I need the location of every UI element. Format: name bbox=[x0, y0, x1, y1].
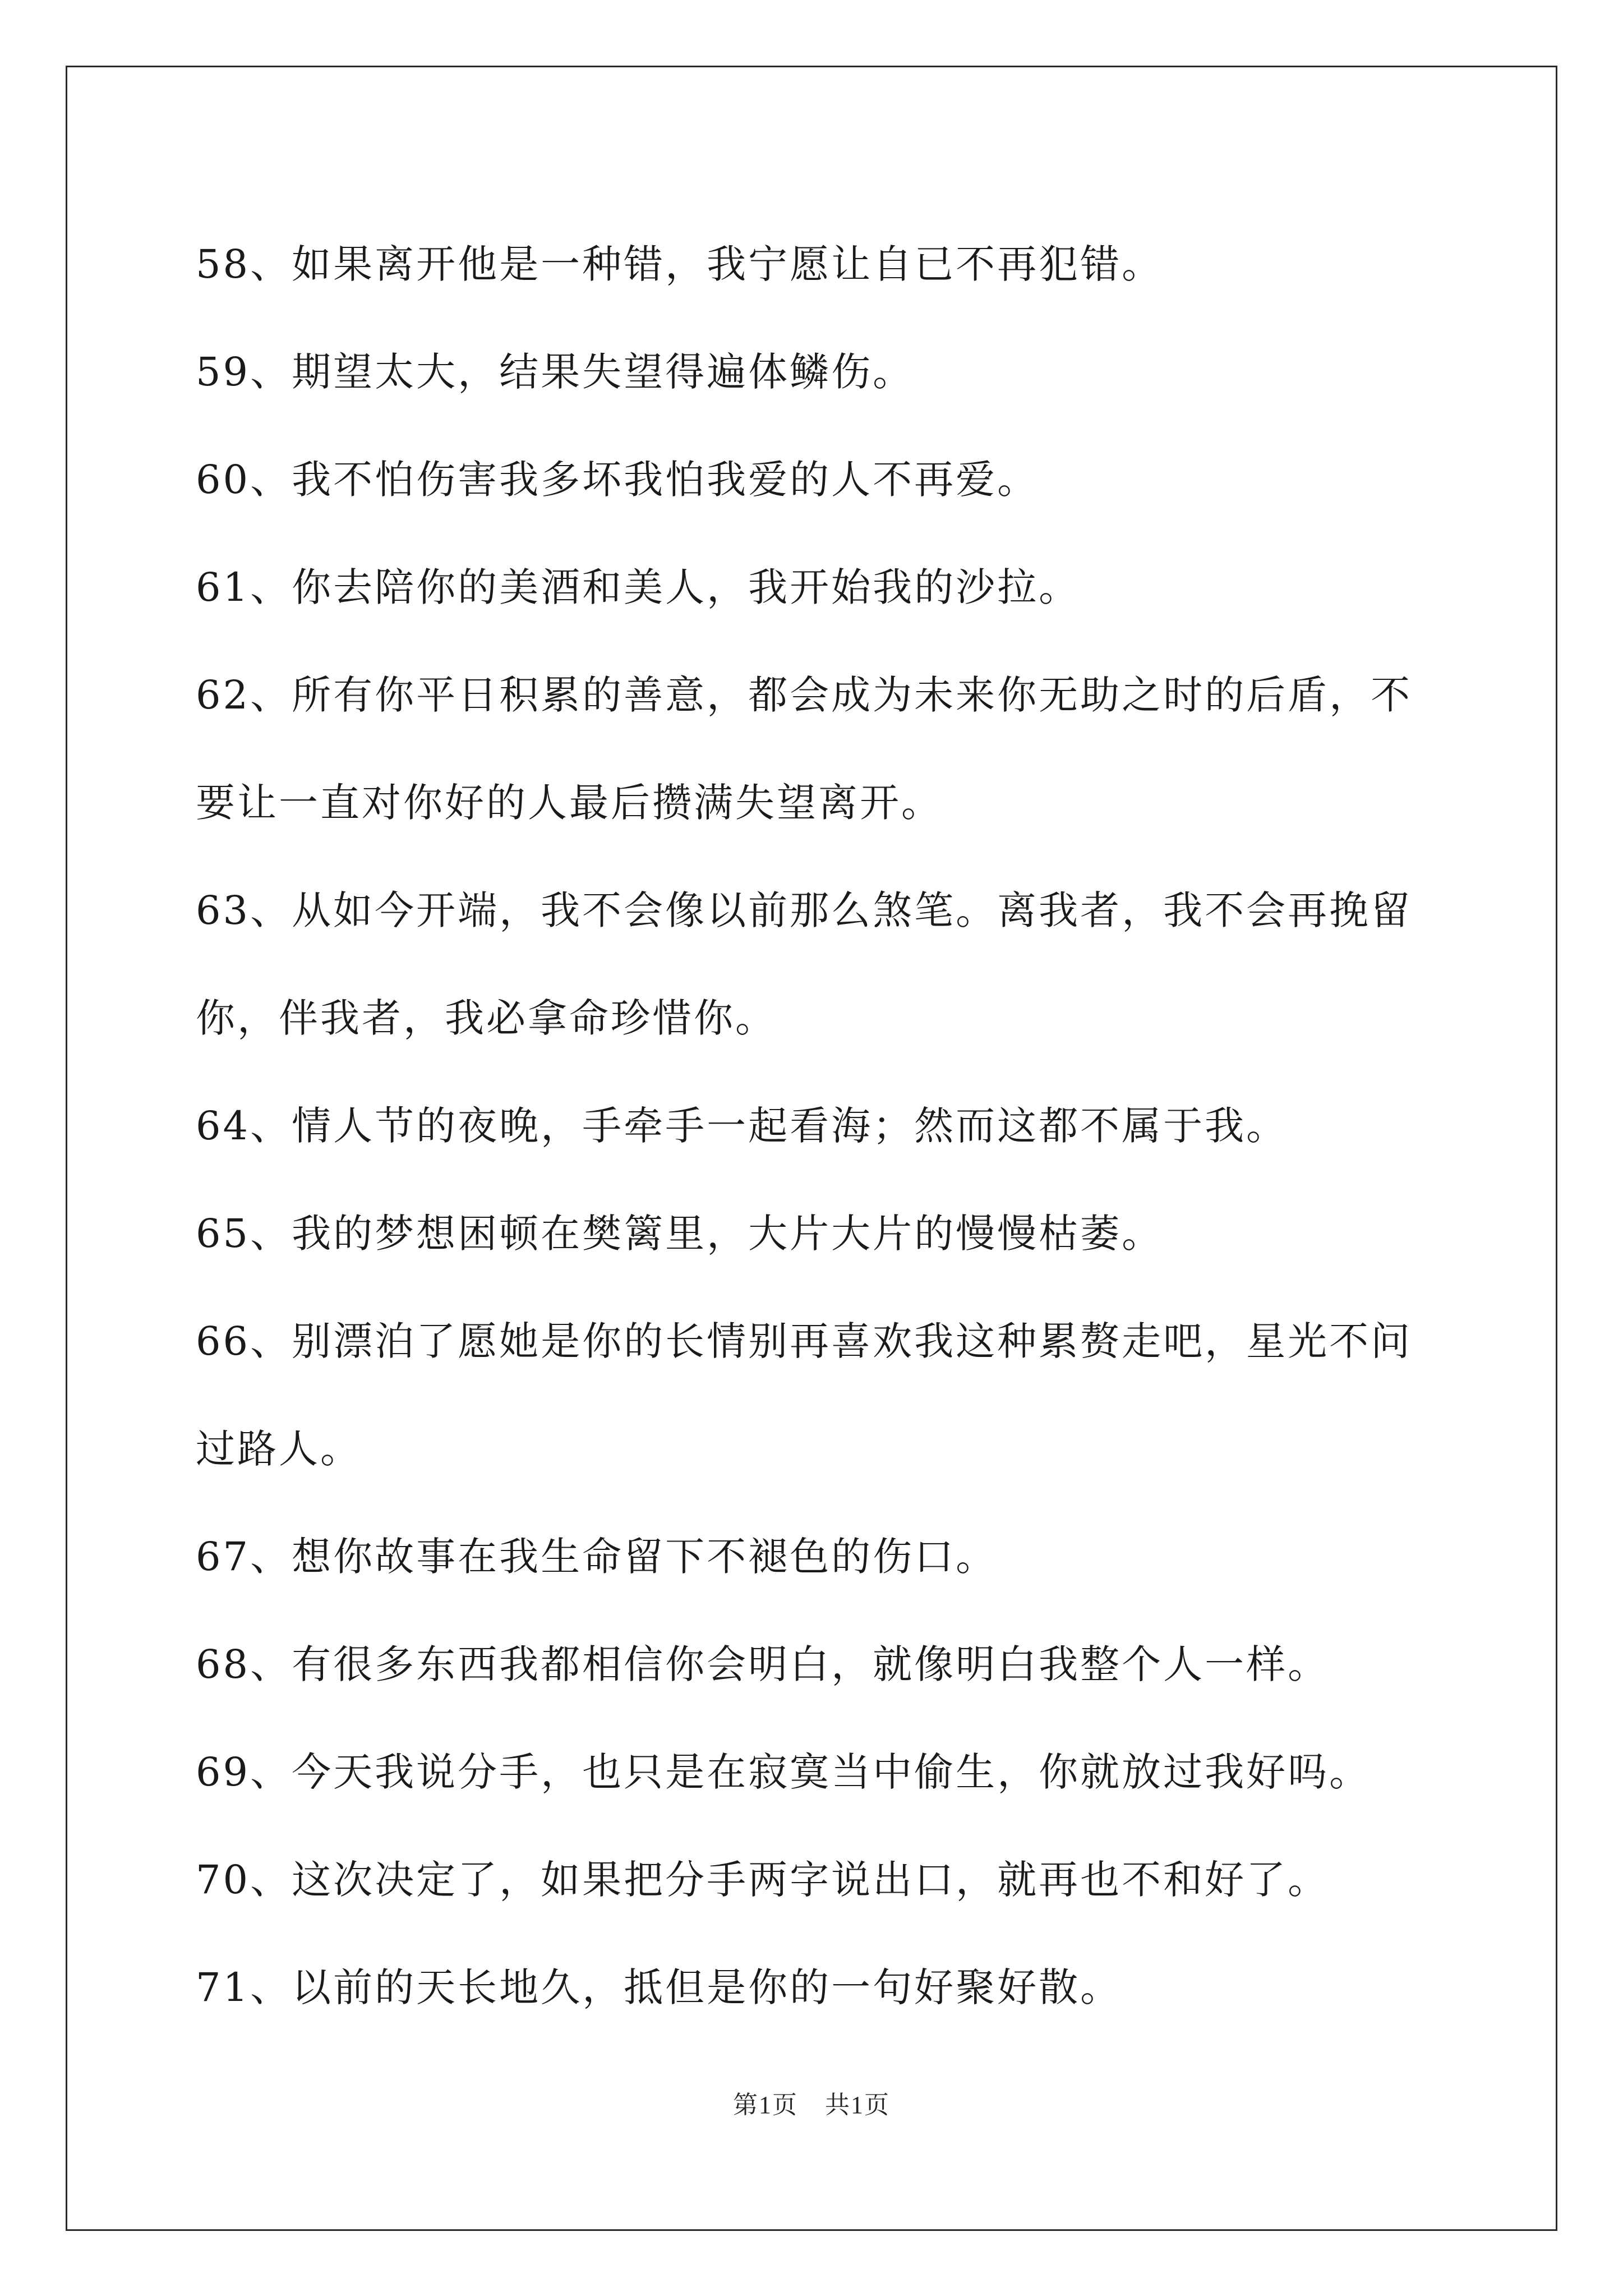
page-footer bbox=[0, 2085, 1623, 2120]
list-item: 60、我不怕伤害我多坏我怕我爱的人不再爱。 bbox=[196, 457, 1039, 503]
list-item: 70、这次决定了，如果把分手两字说出口，就再也不和好了。 bbox=[196, 1857, 1330, 1903]
list-item: 61、你去陪你的美酒和美人，我开始我的沙拉。 bbox=[196, 564, 1081, 610]
document-body bbox=[196, 210, 1441, 2041]
list-item: 66、别漂泊了愿她是你的长情别再喜欢我这种累赘走吧，星光不问过路人。 bbox=[196, 1318, 1413, 1472]
list-item: 58、如果离开他是一种错，我宁愿让自已不再犯错。 bbox=[196, 241, 1164, 287]
list-item: 69、今天我说分手，也只是在寂寞当中偷生，你就放过我好吗。 bbox=[196, 1749, 1371, 1795]
list-item: 63、从如今开端，我不会像以前那么煞笔。离我者，我不会再挽留你，伴我者，我必拿命珍惜你。 bbox=[196, 887, 1413, 1041]
list-item: 62、所有你平日积累的善意，都会成为未来你无助之时的后盾，不要让一直对你好的人最后攒满失望离开。 bbox=[196, 672, 1413, 826]
page-number: 第1页 bbox=[733, 2091, 798, 2119]
list-item: 71、以前的天长地久，抵但是你的一句好聚好散。 bbox=[196, 1964, 1122, 2010]
list-item: 59、期望太大，结果失望得遍体鳞伤。 bbox=[196, 349, 915, 395]
page-total: 共1页 bbox=[825, 2091, 890, 2119]
list-item: 65、我的梦想困顿在樊篱里，大片大片的慢慢枯萎。 bbox=[196, 1211, 1164, 1257]
list-item: 68、有很多东西我都相信你会明白，就像明白我整个人一样。 bbox=[196, 1641, 1330, 1687]
list-item: 67、想你故事在我生命留下不褪色的伤口。 bbox=[196, 1534, 998, 1580]
list-item: 64、情人节的夜晚，手牵手一起看海；然而这都不属于我。 bbox=[196, 1103, 1288, 1149]
